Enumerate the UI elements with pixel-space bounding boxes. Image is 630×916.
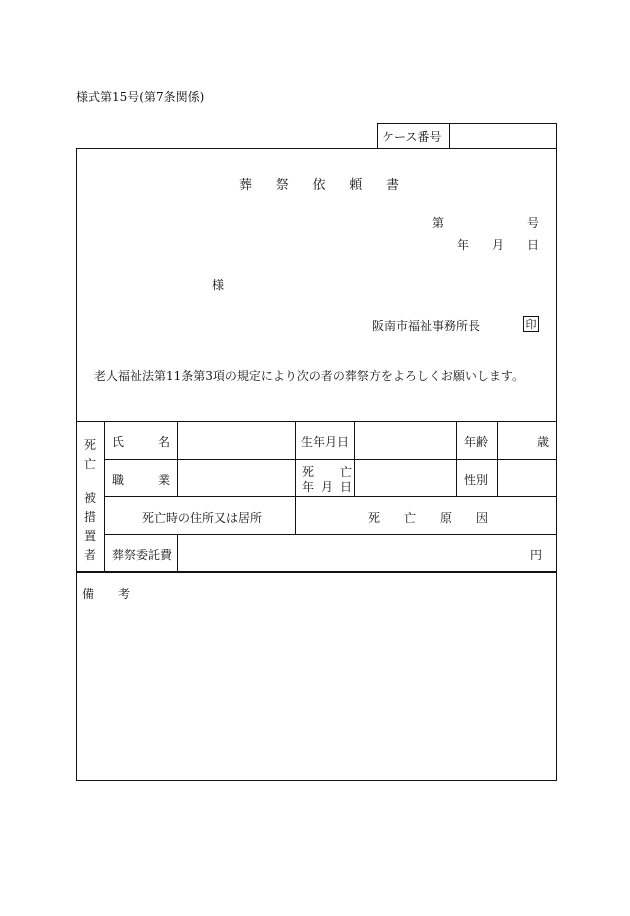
- document-title: [239, 174, 399, 193]
- sex-field[interactable]: [500, 461, 554, 494]
- section-label-char: 措: [83, 510, 96, 524]
- form-number: 様式第15号(第7条関係): [76, 90, 205, 104]
- death-date-label: 亡: [340, 465, 353, 479]
- date-day: 日: [527, 238, 540, 252]
- fee-label: 葬祭委託費: [112, 548, 173, 562]
- name-label: 氏: [112, 435, 125, 449]
- title-char: 祭: [275, 178, 289, 193]
- request-text: 老人福祉法第11条第3項の規定により次の者の葬祭方をよろしくお願いします。: [94, 369, 524, 383]
- cause-label: 原: [440, 511, 453, 525]
- occupation-field[interactable]: [180, 461, 292, 494]
- remarks-label: 備: [82, 587, 95, 601]
- name-label: 名: [158, 435, 171, 449]
- birthdate-label: 生年月日: [301, 435, 350, 449]
- death-date-label: 年: [302, 480, 315, 494]
- occupation-label: 職: [112, 473, 125, 487]
- title-char: 依: [312, 178, 326, 193]
- title-char: 葬: [239, 178, 253, 193]
- title-char: 書: [385, 178, 399, 193]
- cause-label: 因: [476, 511, 489, 525]
- birthdate-field[interactable]: [357, 423, 453, 457]
- doc-number-suffix: 号: [527, 216, 540, 230]
- fee-field[interactable]: [180, 536, 520, 569]
- fee-unit: 円: [530, 548, 543, 562]
- date-year: 年: [457, 238, 470, 252]
- age-unit: 歳: [537, 435, 550, 449]
- addressee-suffix: 様: [212, 278, 225, 292]
- issuer-name: 阪南市福祉事務所長: [372, 319, 481, 333]
- section-label-char: 被: [83, 491, 96, 505]
- seal-mark: 印: [523, 316, 539, 332]
- sex-label: 性別: [464, 473, 489, 487]
- section-label-char: 死: [83, 438, 96, 452]
- death-date-label: 月: [321, 480, 334, 494]
- case-number-label: ケース番号: [382, 130, 442, 144]
- section-label-char: 置: [83, 529, 96, 543]
- doc-number-prefix: 第: [432, 216, 445, 230]
- age-field[interactable]: [500, 423, 530, 457]
- death-date-label: 死: [302, 465, 315, 479]
- remarks-label: 考: [118, 587, 131, 601]
- cause-label: 死: [368, 511, 381, 525]
- section-label-char: 者: [83, 548, 96, 562]
- section-label-char: 亡: [83, 457, 96, 471]
- age-label: 年齢: [464, 435, 489, 449]
- cause-label: 亡: [404, 511, 417, 525]
- death-date-label: 日: [340, 480, 353, 494]
- date-month: 月: [492, 238, 505, 252]
- death-date-field[interactable]: [357, 461, 453, 494]
- title-char: 頼: [349, 178, 363, 193]
- address-label: 死亡時の住所又は居所: [142, 511, 263, 525]
- remarks-field[interactable]: [80, 605, 550, 775]
- occupation-label: 業: [158, 473, 171, 487]
- name-field[interactable]: [180, 423, 292, 457]
